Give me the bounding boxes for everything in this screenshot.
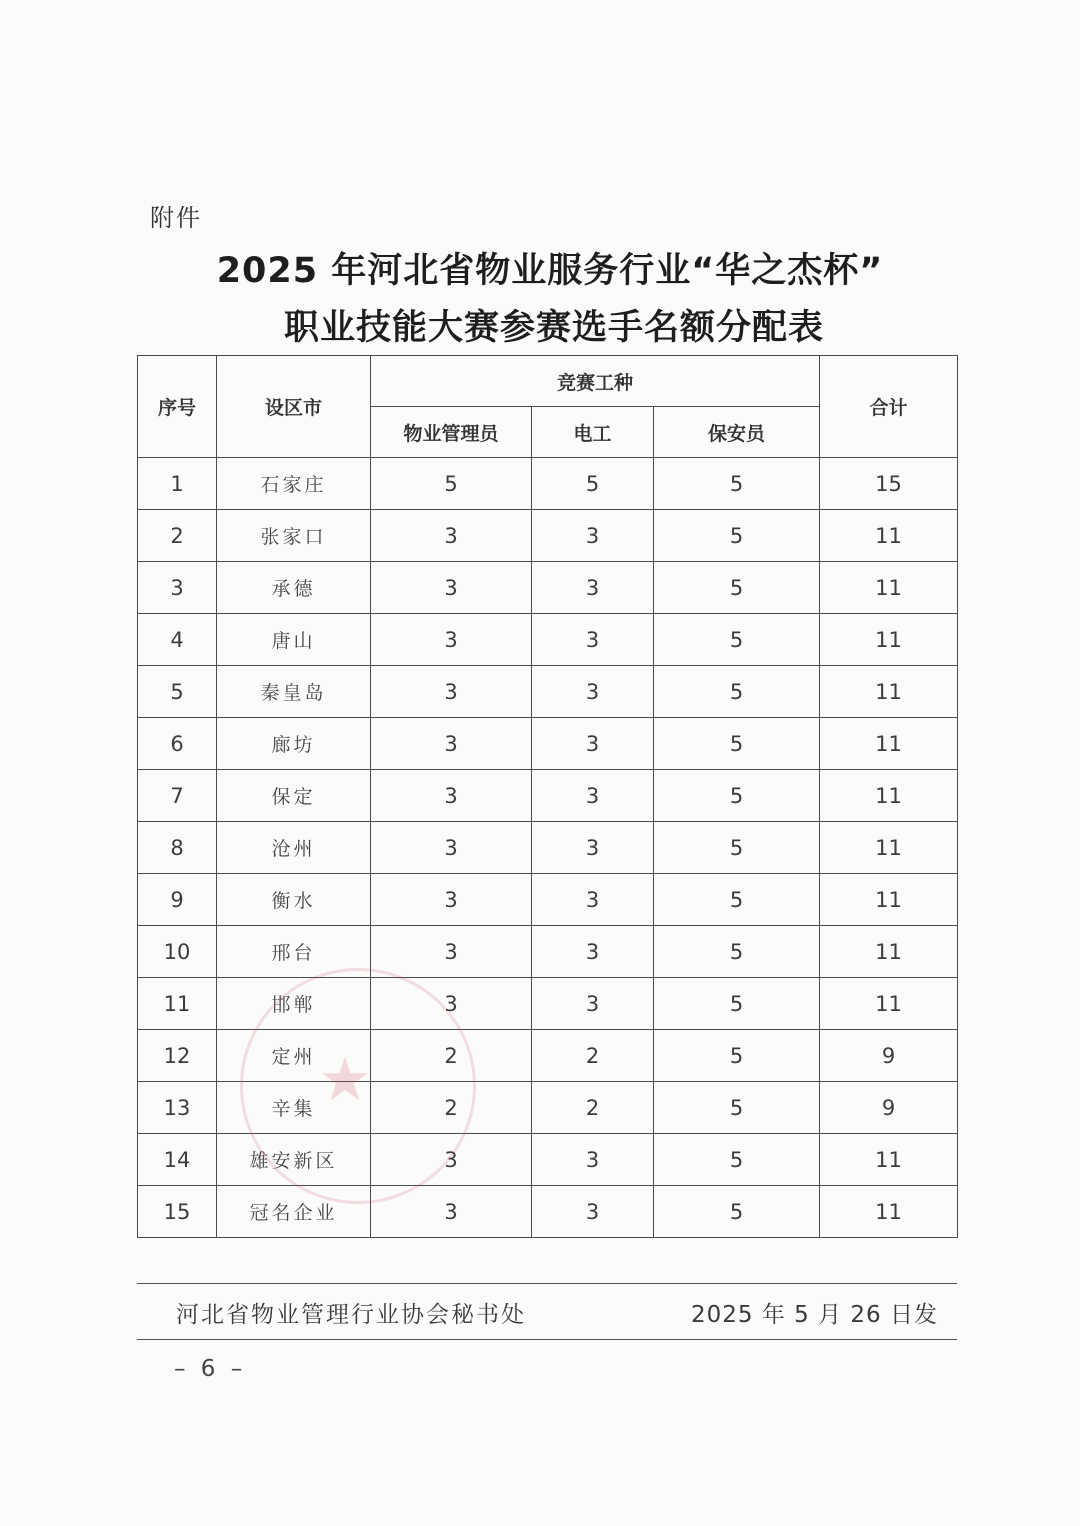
- row-security-guard: 5: [654, 666, 820, 718]
- row-city: 冠名企业: [217, 1186, 371, 1238]
- row-electrician: 3: [532, 874, 654, 926]
- row-total: 11: [820, 666, 958, 718]
- row-index: 9: [138, 874, 217, 926]
- quota-allocation-table: [137, 355, 958, 1238]
- row-electrician: 3: [532, 718, 654, 770]
- row-city: 石家庄: [217, 458, 371, 510]
- row-property-manager: 3: [371, 614, 532, 666]
- row-index: 5: [138, 666, 217, 718]
- header-events-group: 竞赛工种: [371, 356, 820, 407]
- row-index: 7: [138, 770, 217, 822]
- row-security-guard: 5: [654, 978, 820, 1030]
- table-row: [138, 614, 958, 666]
- row-total: 11: [820, 1134, 958, 1186]
- row-property-manager: 3: [371, 666, 532, 718]
- row-total: 11: [820, 562, 958, 614]
- row-electrician: 2: [532, 1082, 654, 1134]
- row-city: 秦皇岛: [217, 666, 371, 718]
- row-total: 11: [820, 874, 958, 926]
- row-electrician: 3: [532, 510, 654, 562]
- row-total: 11: [820, 926, 958, 978]
- row-city: 邢台: [217, 926, 371, 978]
- row-property-manager: 3: [371, 926, 532, 978]
- row-security-guard: 5: [654, 770, 820, 822]
- row-property-manager: 2: [371, 1030, 532, 1082]
- page-number: – 6 –: [174, 1356, 247, 1382]
- row-total: 15: [820, 458, 958, 510]
- row-security-guard: 5: [654, 926, 820, 978]
- row-city: 保定: [217, 770, 371, 822]
- issue-date: 2025 年 5 月 26 日发: [691, 1302, 938, 1328]
- table-row: [138, 718, 958, 770]
- table-row: [138, 770, 958, 822]
- row-index: 10: [138, 926, 217, 978]
- row-security-guard: 5: [654, 822, 820, 874]
- row-index: 4: [138, 614, 217, 666]
- document-title-line-1: 2025 年河北省物业服务行业“华之杰杯”: [216, 251, 884, 291]
- row-index: 13: [138, 1082, 217, 1134]
- row-property-manager: 3: [371, 1134, 532, 1186]
- row-total: 11: [820, 510, 958, 562]
- row-electrician: 3: [532, 822, 654, 874]
- header-event-electrician: 电工: [532, 407, 654, 458]
- row-property-manager: 3: [371, 562, 532, 614]
- row-security-guard: 5: [654, 1030, 820, 1082]
- row-security-guard: 5: [654, 1082, 820, 1134]
- row-total: 11: [820, 978, 958, 1030]
- row-index: 14: [138, 1134, 217, 1186]
- table-row: [138, 822, 958, 874]
- row-security-guard: 5: [654, 1186, 820, 1238]
- row-security-guard: 5: [654, 562, 820, 614]
- table-row: [138, 978, 958, 1030]
- row-city: 衡水: [217, 874, 371, 926]
- row-total: 9: [820, 1030, 958, 1082]
- attachment-label: 附件: [150, 204, 202, 232]
- header-event-property-manager: 物业管理员: [371, 407, 532, 458]
- row-security-guard: 5: [654, 1134, 820, 1186]
- row-security-guard: 5: [654, 458, 820, 510]
- row-city: 定州: [217, 1030, 371, 1082]
- row-city: 辛集: [217, 1082, 371, 1134]
- table-row: [138, 510, 958, 562]
- row-electrician: 3: [532, 926, 654, 978]
- row-property-manager: 5: [371, 458, 532, 510]
- row-electrician: 2: [532, 1030, 654, 1082]
- footer-divider-top: [137, 1283, 957, 1284]
- table-row: [138, 1030, 958, 1082]
- row-index: 12: [138, 1030, 217, 1082]
- row-index: 6: [138, 718, 217, 770]
- row-total: 11: [820, 614, 958, 666]
- row-property-manager: 3: [371, 1186, 532, 1238]
- row-city: 张家口: [217, 510, 371, 562]
- row-index: 8: [138, 822, 217, 874]
- issuer-name: 河北省物业管理行业协会秘书处: [176, 1302, 526, 1328]
- table-row: [138, 1134, 958, 1186]
- row-property-manager: 3: [371, 718, 532, 770]
- row-index: 15: [138, 1186, 217, 1238]
- row-index: 3: [138, 562, 217, 614]
- header-city: 设区市: [217, 356, 371, 458]
- table-row: [138, 458, 958, 510]
- row-total: 11: [820, 822, 958, 874]
- footer-divider-bottom: [137, 1339, 957, 1340]
- row-electrician: 3: [532, 666, 654, 718]
- table-row: [138, 926, 958, 978]
- row-city: 唐山: [217, 614, 371, 666]
- row-property-manager: 3: [371, 874, 532, 926]
- table-row: [138, 1082, 958, 1134]
- row-index: 2: [138, 510, 217, 562]
- row-security-guard: 5: [654, 510, 820, 562]
- row-electrician: 3: [532, 1186, 654, 1238]
- row-electrician: 3: [532, 562, 654, 614]
- row-total: 11: [820, 1186, 958, 1238]
- table-row: [138, 666, 958, 718]
- document-title-line-2: 职业技能大赛参赛选手名额分配表: [283, 308, 824, 348]
- row-security-guard: 5: [654, 718, 820, 770]
- table-row: [138, 1186, 958, 1238]
- row-city: 雄安新区: [217, 1134, 371, 1186]
- row-property-manager: 2: [371, 1082, 532, 1134]
- row-electrician: 5: [532, 458, 654, 510]
- row-property-manager: 3: [371, 978, 532, 1030]
- seal-star-icon: ★: [318, 1045, 372, 1115]
- row-property-manager: 3: [371, 822, 532, 874]
- header-total: 合计: [820, 356, 958, 458]
- header-index: 序号: [138, 356, 217, 458]
- row-electrician: 3: [532, 770, 654, 822]
- table-row: [138, 562, 958, 614]
- row-city: 沧州: [217, 822, 371, 874]
- row-security-guard: 5: [654, 874, 820, 926]
- row-total: 9: [820, 1082, 958, 1134]
- row-electrician: 3: [532, 978, 654, 1030]
- row-index: 1: [138, 458, 217, 510]
- row-property-manager: 3: [371, 770, 532, 822]
- row-security-guard: 5: [654, 614, 820, 666]
- header-event-security-guard: 保安员: [654, 407, 820, 458]
- row-city: 承德: [217, 562, 371, 614]
- row-index: 11: [138, 978, 217, 1030]
- row-city: 邯郸: [217, 978, 371, 1030]
- row-total: 11: [820, 770, 958, 822]
- row-city: 廊坊: [217, 718, 371, 770]
- row-property-manager: 3: [371, 510, 532, 562]
- row-electrician: 3: [532, 1134, 654, 1186]
- row-total: 11: [820, 718, 958, 770]
- table-row: [138, 874, 958, 926]
- row-electrician: 3: [532, 614, 654, 666]
